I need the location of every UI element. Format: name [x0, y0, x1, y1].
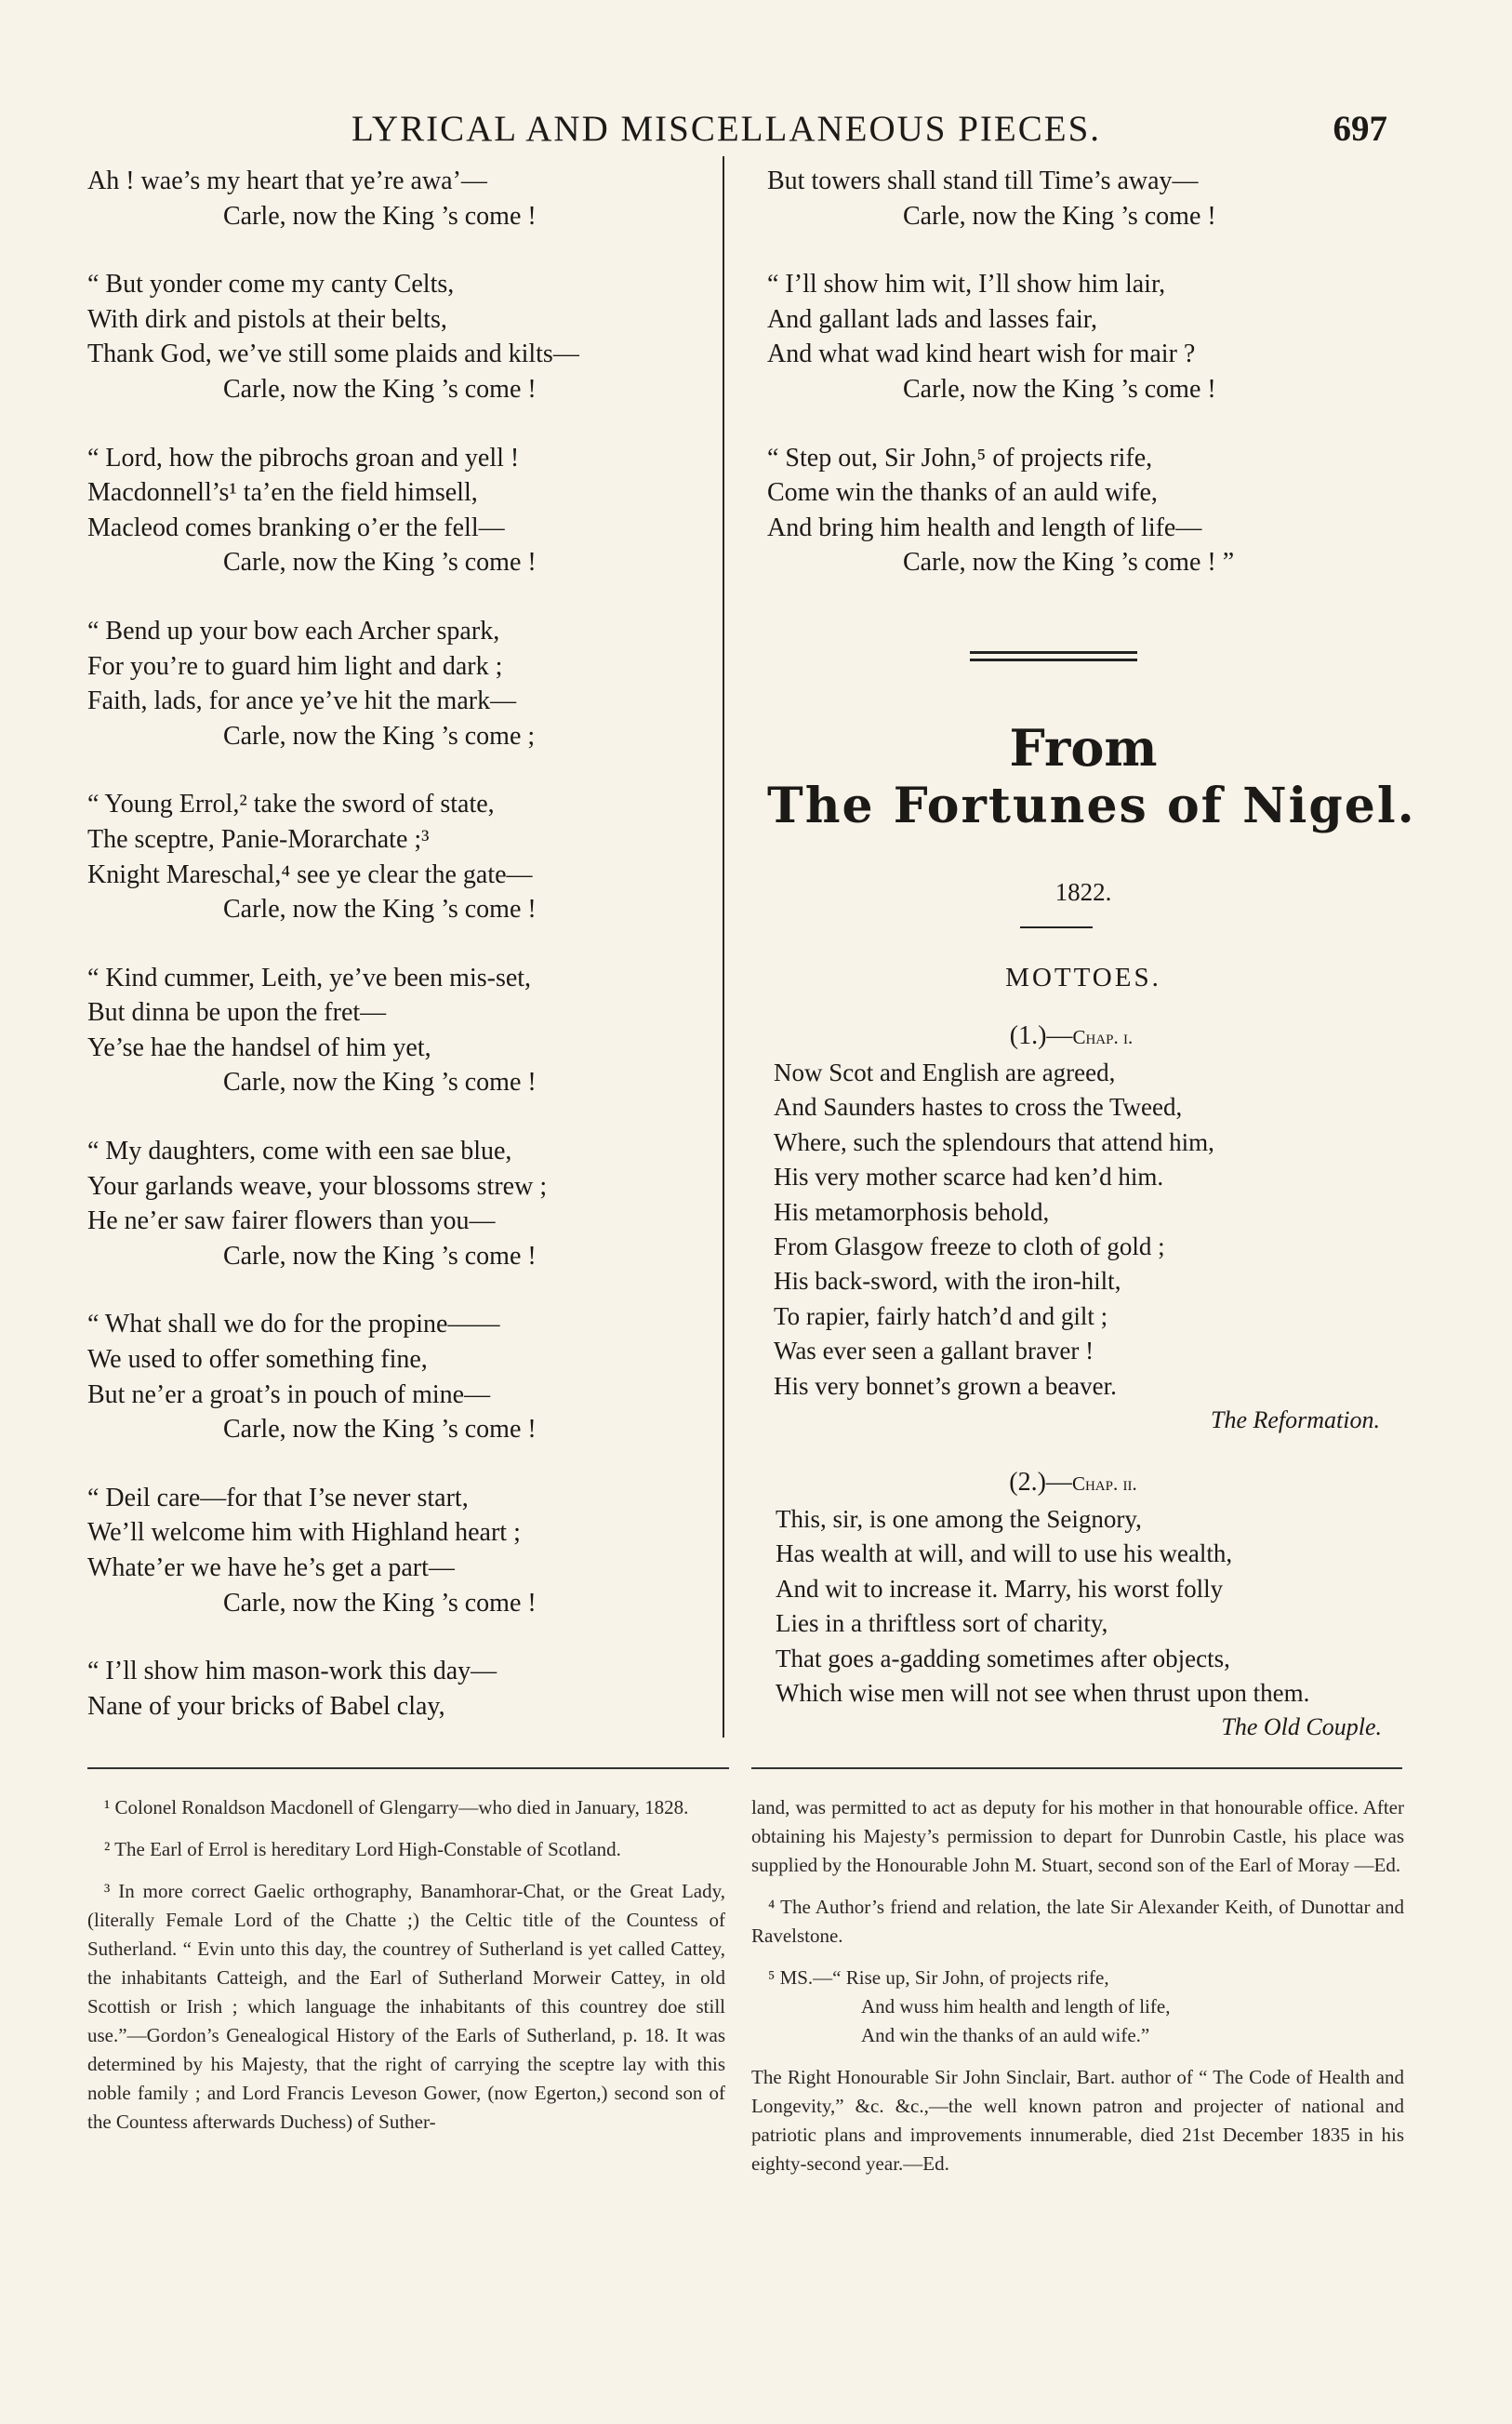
- footnote-3-continuation: land, was permitted to act as deputy for his mother in that honourable office. After obtaining his Majesty’s permission to depart for Dunrobin Castle, his place was supplied by the Honourable John M. Stuart, second son of the Earl of Moray —Ed.: [751, 1796, 1404, 1876]
- motto-line: And wit to increase it. Marry, his worst folly: [776, 1574, 1224, 1603]
- footnote-5-note: The Right Honourable Sir John Sinclair, Bart. author of “ The Code of Health and Longevity,” &c. &c.,—the well known patron and projecter of national and patriotic plans and improvements innumerable, died 21st December 1835 in his eighty-second year.—Ed.: [751, 2066, 1404, 2175]
- section-year: 1822.: [1054, 878, 1112, 906]
- verse-line: Carle, now the King ’s come !: [223, 1241, 537, 1271]
- verse-line: We’ll welcome him with Highland heart ;: [87, 1518, 521, 1548]
- verse-line: But ne’er a groat’s in pouch of mine—: [87, 1379, 491, 1409]
- stanza: [87, 441, 710, 580]
- verse-line: “ Deil care—for that I’se never start,: [87, 1483, 469, 1512]
- footnote: ¹ Colonel Ronaldson Macdonell of Glengarry—who died in January, 1828.: [104, 1796, 689, 1818]
- motto-2-attribution: The Old Couple.: [1221, 1713, 1382, 1741]
- stanza: [767, 267, 1399, 406]
- motto-1: [774, 1018, 1397, 1437]
- footnote-5-verse: [751, 1964, 1404, 2050]
- verse-line: Carle, now the King ’s come !: [903, 374, 1216, 404]
- motto-line: And Saunders hastes to cross the Tweed,: [774, 1093, 1183, 1122]
- verse-line: Carle, now the King ’s come !: [223, 1588, 537, 1618]
- verse-line: But towers shall stand till Time’s away—: [767, 166, 1199, 195]
- stanza: [87, 1654, 710, 1724]
- footnote-4: ⁴ The Author’s friend and relation, the late Sir Alexander Keith, of Dunottar and Ravelstone.: [751, 1896, 1404, 1947]
- motto-line: Lies in a thriftless sort of charity,: [776, 1609, 1108, 1638]
- verse-line: “ I’ll show him wit, I’ll show him lair,: [767, 270, 1166, 300]
- verse-line: “ Lord, how the pibrochs groan and yell !: [87, 443, 520, 473]
- verse-line: Carle, now the King ’s come !: [223, 374, 537, 404]
- section-rule-bottom: [970, 659, 1137, 661]
- verse-line: And bring him health and length of life—: [767, 513, 1202, 542]
- verse-line: But dinna be upon the fret—: [87, 998, 387, 1028]
- right-verse-column: [767, 164, 1399, 614]
- verse-line: Come win the thanks of an auld wife,: [767, 478, 1158, 508]
- stanza: [87, 1481, 710, 1620]
- verse-line: Thank God, we’ve still some plaids and kilts—: [87, 340, 579, 369]
- section-rule-top: [970, 651, 1137, 654]
- left-verse-column: [87, 164, 710, 1757]
- stanza: [87, 961, 710, 1100]
- section-book-title: The Fortunes of Nigel.: [767, 778, 1416, 834]
- verse-line: Whate’er we have he’s get a part—: [87, 1553, 455, 1582]
- verse-line: Ah ! wae’s my heart that ye’re awa’—: [87, 166, 487, 195]
- stanza: [87, 787, 710, 926]
- verse-line: Carle, now the King ’s come !: [223, 201, 537, 231]
- verse-line: Carle, now the King ’s come !: [223, 895, 537, 925]
- verse-line: Faith, lads, for ance ye’ve hit the mark—: [87, 686, 517, 716]
- verse-line: Macleod comes branking o’er the fell—: [87, 513, 505, 542]
- motto-line: Where, such the splendours that attend him,: [774, 1127, 1214, 1156]
- motto-line: Was ever seen a gallant braver !: [774, 1337, 1094, 1365]
- column-divider: [723, 156, 724, 1738]
- verse-line: Nane of your bricks of Babel clay,: [87, 1691, 445, 1721]
- page-number: 697: [1333, 109, 1387, 149]
- footnotes-right: [751, 1793, 1404, 2191]
- verse-line: Macdonnell’s¹ ta’en the field himsell,: [87, 478, 478, 508]
- stanza: [87, 614, 710, 753]
- motto-line: From Glasgow freeze to cloth of gold ;: [774, 1232, 1165, 1261]
- stanza: [87, 267, 710, 406]
- verse-line: Carle, now the King ’s come !: [223, 1415, 537, 1445]
- motto-line: His very mother scarce had ken’d him.: [774, 1163, 1164, 1192]
- stanza: [87, 1134, 710, 1273]
- motto-2-number: (2.)—: [1009, 1468, 1072, 1497]
- motto-line: To rapier, fairly hatch’d and gilt ;: [774, 1301, 1108, 1330]
- running-header: [86, 104, 1387, 160]
- verse-line: Carle, now the King ’s come ! ”: [903, 548, 1235, 578]
- motto-2-chapter: Chap. ii.: [1071, 1472, 1137, 1495]
- stanza: [767, 164, 1399, 233]
- mottoes-heading: MOTTOES.: [1005, 963, 1161, 992]
- verse-line: “ But yonder come my canty Celts,: [87, 270, 455, 300]
- motto-2: [776, 1464, 1399, 1744]
- verse-line: “ Kind cummer, Leith, ye’ve been mis-set,: [87, 963, 532, 992]
- motto-line: This, sir, is one among the Seignory,: [776, 1505, 1142, 1533]
- running-title: LYRICAL AND MISCELLANEOUS PIECES.: [351, 109, 1102, 149]
- motto-1-attribution: The Reformation.: [1211, 1406, 1380, 1434]
- verse-line: Carle, now the King ’s come ;: [223, 721, 536, 751]
- footnote-rule-right: [751, 1767, 1402, 1769]
- verse-line: He ne’er saw fairer flowers than you—: [87, 1206, 496, 1236]
- footnote-5-line: And wuss him health and length of life,: [861, 1995, 1171, 2018]
- verse-line: Carle, now the King ’s come !: [223, 548, 537, 578]
- verse-line: “ Bend up your bow each Archer spark,: [87, 616, 500, 646]
- motto-line: His metamorphosis behold,: [774, 1197, 1050, 1226]
- verse-line: “ I’ll show him mason-work this day—: [87, 1657, 497, 1686]
- year-rule: [1020, 926, 1093, 928]
- verse-line: Knight Mareschal,⁴ see ye clear the gate—: [87, 859, 533, 889]
- verse-line: With dirk and pistols at their belts,: [87, 304, 447, 334]
- verse-line: The sceptre, Panie-Morarchate ;³: [87, 824, 430, 854]
- verse-line: Carle, now the King ’s come !: [903, 201, 1216, 231]
- motto-line: Which wise men will not see when thrust upon them.: [776, 1679, 1310, 1708]
- motto-line: Now Scot and English are agreed,: [774, 1059, 1116, 1086]
- motto-1-chapter: Chap. i.: [1072, 1026, 1134, 1048]
- verse-line: For you’re to guard him light and dark ;: [87, 651, 503, 681]
- verse-line: Carle, now the King ’s come !: [223, 1068, 537, 1098]
- motto-line: His back-sword, with the iron-hilt,: [774, 1267, 1121, 1296]
- stanza: [767, 441, 1399, 580]
- verse-line: “ My daughters, come with een sae blue,: [87, 1137, 512, 1166]
- motto-2-heading: [776, 1464, 1371, 1502]
- verse-line: “ Step out, Sir John,⁵ of projects rife,: [767, 443, 1153, 473]
- footnote: ² The Earl of Errol is hereditary Lord High-Constable of Scotland.: [104, 1838, 621, 1860]
- verse-line: And what wad kind heart wish for mair ?: [767, 340, 1196, 369]
- footnotes-left: [87, 1793, 725, 2150]
- verse-line: And gallant lads and lasses fair,: [767, 304, 1098, 334]
- motto-1-heading: [774, 1018, 1369, 1056]
- motto-1-number: (1.)—: [1009, 1021, 1073, 1050]
- stanza: [87, 1307, 710, 1446]
- motto-line: Has wealth at will, and will to use his wealth,: [776, 1539, 1233, 1568]
- verse-line: Your garlands weave, your blossoms strew ;: [87, 1171, 548, 1201]
- section-from: From: [1009, 718, 1158, 778]
- verse-line: We used to offer something fine,: [87, 1345, 428, 1375]
- verse-line: “ Young Errol,² take the sword of state,: [87, 790, 495, 819]
- footnote-rule-left: [87, 1767, 729, 1769]
- footnote-5-line: And win the thanks of an auld wife.”: [861, 2024, 1150, 2046]
- verse-line: “ What shall we do for the propine——: [87, 1310, 500, 1339]
- verse-line: Ye’se hae the handsel of him yet,: [87, 1032, 431, 1062]
- footnote-5-line: ⁵ MS.—“ Rise up, Sir John, of projects rife,: [768, 1966, 1109, 1989]
- motto-line: His very bonnet’s grown a beaver.: [774, 1371, 1117, 1400]
- stanza: [87, 164, 710, 233]
- motto-line: That goes a-gadding sometimes after objects,: [776, 1644, 1230, 1672]
- footnote: ³ In more correct Gaelic orthography, Banamhorar-Chat, or the Great Lady, (literally Female Lord of the Chatte ;) the Celtic title of the Countess of Sutherland. “ Evin unto this day, the countrey of Sutherland is yet called Cattey, the inhabitants Catteigh, and the Earl of Sutherland Morweir Cattey, in old Scottish or Irish ; which language the inhabitants of this countrey doe still use.”—Gordon’s Genealogical History of the Earls of Sutherland, p. 18. It was determined by his Majesty, that the right of carrying the sceptre lay with this noble family ; and Lord Francis Leveson Gower, (now Egerton,) second son of the Countess afterwards Duchess) of Suther-: [87, 1880, 725, 2133]
